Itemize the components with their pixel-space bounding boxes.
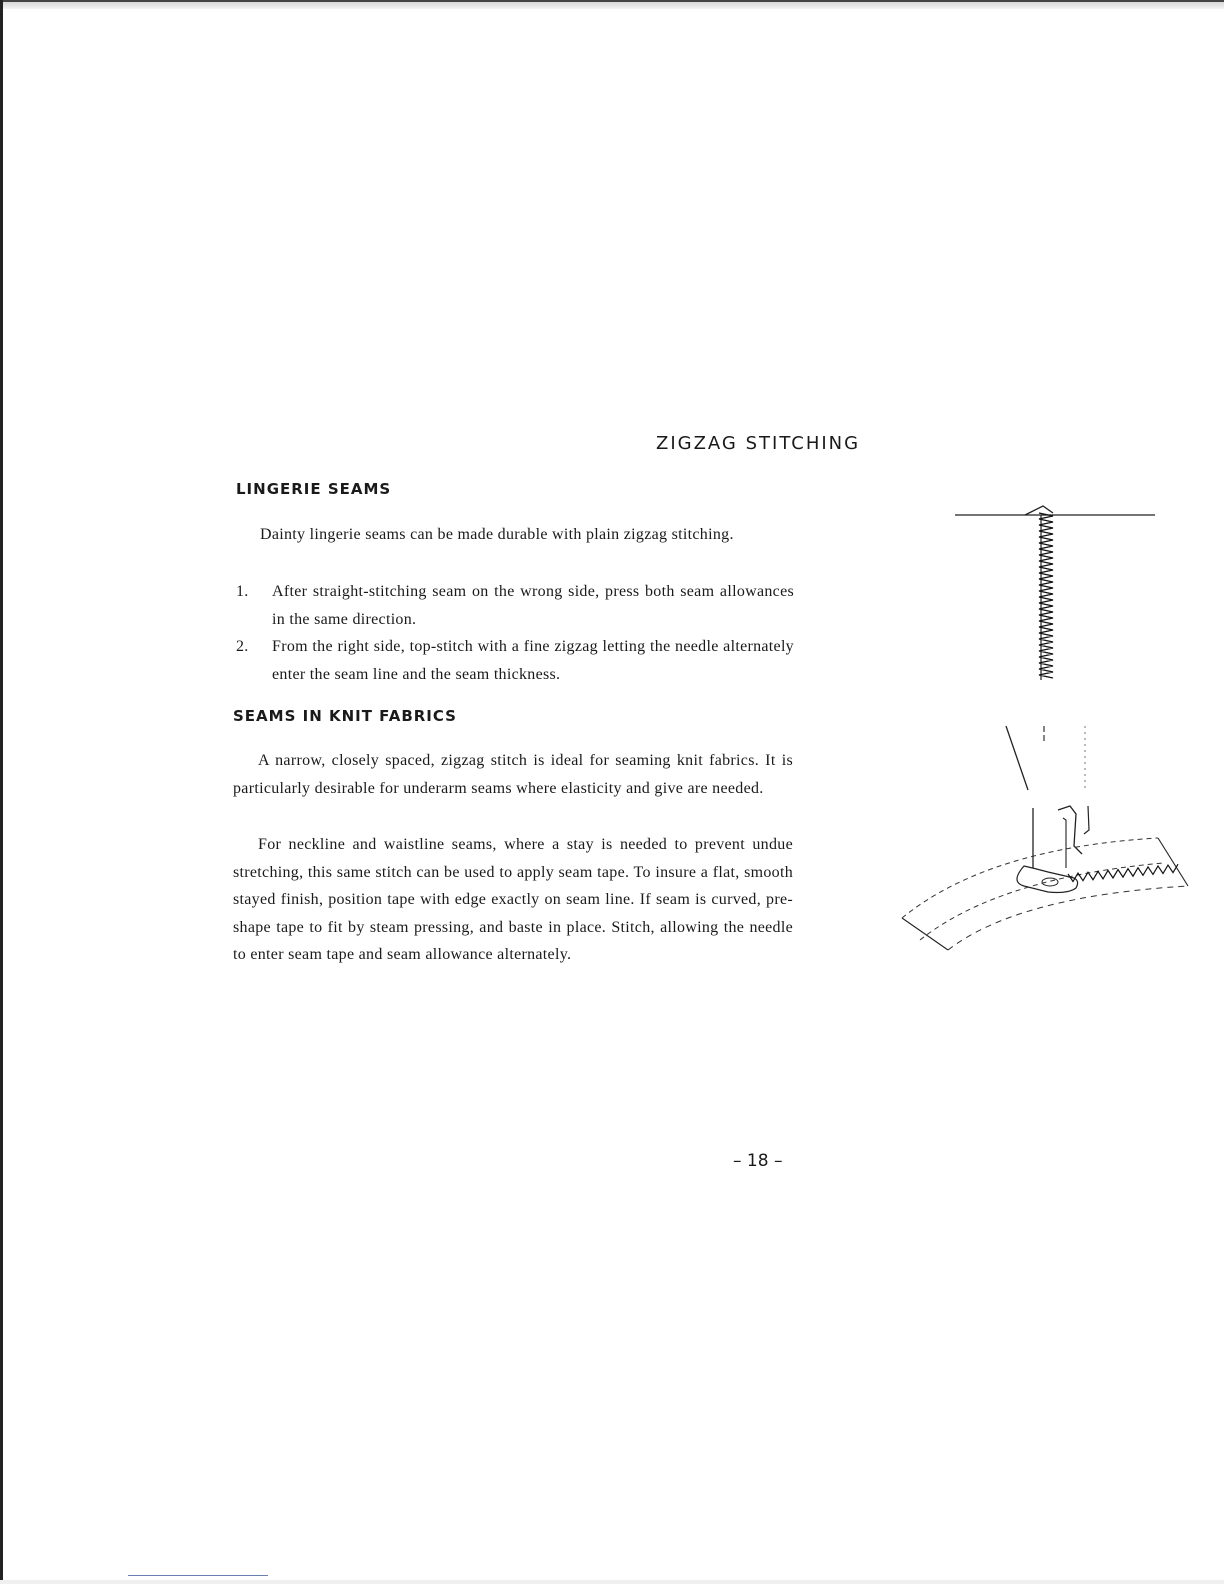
presser-foot-seam-tape-illustration xyxy=(898,718,1190,958)
knit-seams-heading: SEAMS IN KNIT FABRICS xyxy=(233,707,457,725)
knit-paragraph-1: A narrow, closely spaced, zigzag stitch is ideal for seaming knit fabrics. It is particularly desirable for underarm seams where elasticity and give are needed. xyxy=(233,752,793,797)
page-number: – 18 – xyxy=(733,1151,783,1171)
scan-bottom-edge xyxy=(0,1580,1224,1584)
step-text: From the right side, top-stitch with a fine zigzag letting the needle alternately enter the seam line and the seam thickness. xyxy=(272,638,794,683)
lingerie-steps xyxy=(236,578,794,688)
knit-paragraph-2: For neckline and waistline seams, where a stay is needed to prevent undue stretching, this same stitch can be used to apply seam tape. To insure a flat, smooth stayed finish, position tape with edge exactly on seam line. If seam is curved, pre-shape tape to fit by steam pressing, and baste in place. Stitch, allowing the needle to enter seam tape and seam allowance alternately. xyxy=(233,836,793,963)
lingerie-intro: Dainty lingerie seams can be made durable with plain zigzag stitching. xyxy=(260,526,734,543)
list-item xyxy=(236,578,794,633)
section-title: ZIGZAG STITCHING xyxy=(656,433,861,454)
list-item xyxy=(236,633,794,688)
lingerie-seams-heading: LINGERIE SEAMS xyxy=(236,480,392,498)
step-number: 2. xyxy=(236,638,249,655)
scan-left-edge xyxy=(0,0,3,1584)
scan-bottom-mark xyxy=(128,1575,268,1576)
lingerie-seam-zigzag-illustration xyxy=(955,495,1165,695)
step-text: After straight-stitching seam on the wrong side, press both seam allowances in the same direction. xyxy=(272,583,794,628)
step-number: 1. xyxy=(236,583,249,600)
scan-top-edge xyxy=(0,0,1224,9)
